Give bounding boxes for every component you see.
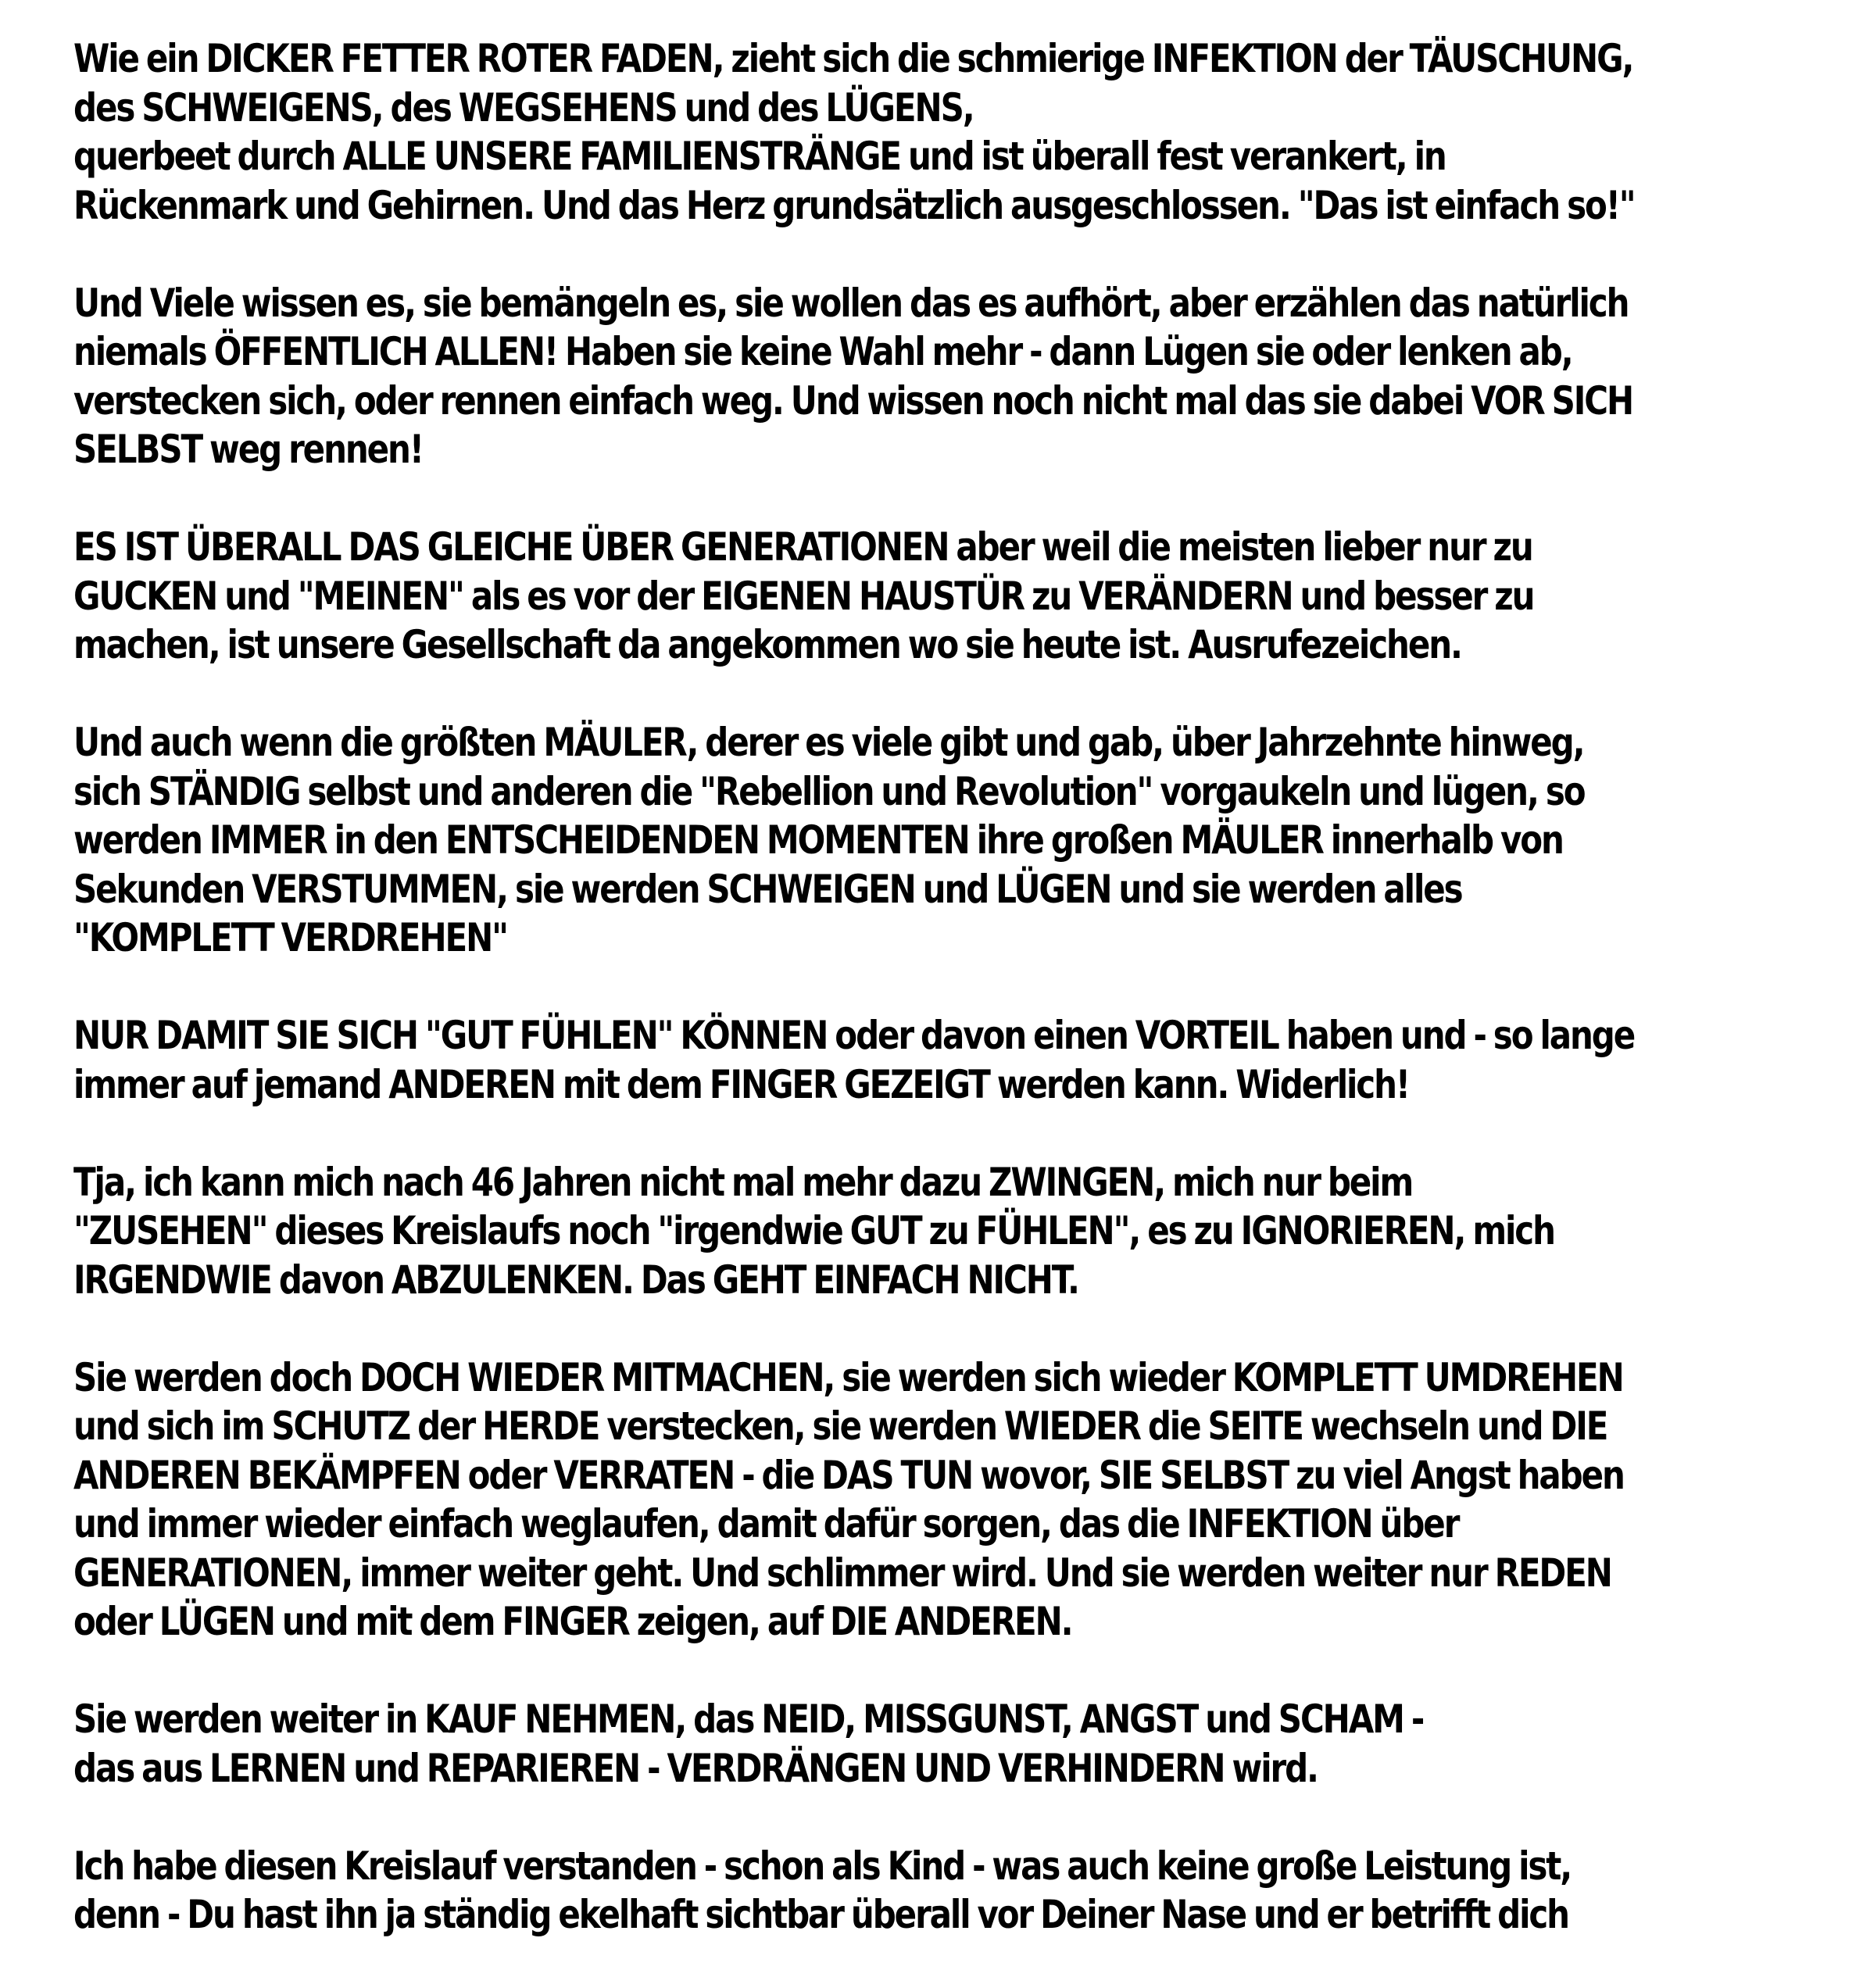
text-line: Sie werden weiter in KAUF NEHMEN, das NEID, MISSGUNST, ANGST und SCHAM - (73, 1697, 1424, 1742)
text-line: Sekunden VERSTUMMEN, sie werden SCHWEIGEN und LÜGEN und sie werden alles (73, 866, 1462, 912)
text-line: oder LÜGEN und mit dem FINGER zeigen, auf DIE ANDEREN. (73, 1599, 1072, 1644)
paragraph-1 (73, 34, 1635, 230)
document-page (73, 34, 1635, 1988)
paragraph-7 (73, 1353, 1624, 1647)
text-line: verstecken sich, oder rennen einfach weg. Und wissen noch nicht mal das sie dabei VOR SICH (73, 377, 1633, 424)
text-line: IRGENDWIE davon ABZULENKEN. Das GEHT EINFACH NICHT. (73, 1257, 1078, 1303)
text-line: denn - Du hast ihn ja ständig ekelhaft sichtbar überall vor Deiner Nase und er betrifft dich (73, 1892, 1568, 1937)
paragraph-8 (73, 1695, 1577, 1793)
text-line: GUCKEN und "MEINEN" als es vor der EIGENEN HAUSTÜR zu VERÄNDERN und besser zu (73, 573, 1534, 619)
text-line: Rückenmark und Gehirnen. Und das Herz grundsätzlich ausgeschlossen. "Das ist einfach so!" (73, 182, 1635, 228)
paragraph-9 (73, 1842, 1577, 1940)
text-line: machen, ist unsere Gesellschaft da angekommen wo sie heute ist. Ausrufezeichen. (73, 622, 1461, 667)
text-line: niemals ÖFFENTLICH ALLEN! Haben sie keine Wahl mehr - dann Lügen sie oder lenken ab, (73, 329, 1572, 374)
paragraph-2 (73, 279, 1633, 474)
text-line: "KOMPLETT VERDREHEN" (73, 915, 507, 960)
text-line: das aus LERNEN und REPARIEREN - VERDRÄNGEN UND VERHINDERN wird. (73, 1745, 1318, 1791)
paragraph-4 (73, 718, 1585, 963)
text-line: und immer wieder einfach weglaufen, damit dafür sorgen, das die INFEKTION über (73, 1501, 1459, 1546)
text-line: Sie werden doch DOCH WIEDER MITMACHEN, sie werden sich wieder KOMPLETT UMDREHEN (73, 1354, 1623, 1400)
text-line: Und Viele wissen es, sie bemängeln es, sie wollen das es aufhört, aber erzählen das natürlich (73, 280, 1629, 326)
paragraph-6 (73, 1158, 1577, 1305)
text-line: SELBST weg rennen! (73, 427, 423, 472)
text-line: sich STÄNDIG selbst und anderen die "Rebellion und Revolution" vorgaukeln und lügen, so (73, 768, 1585, 814)
text-line: und sich im SCHUTZ der HERDE verstecken, sie werden WIEDER die SEITE wechseln und DIE (73, 1403, 1607, 1449)
text-line: NUR DAMIT SIE SICH "GUT FÜHLEN" KÖNNEN oder davon einen VORTEIL haben und - so lange (73, 1013, 1635, 1058)
text-line: ES IST ÜBERALL DAS GLEICHE ÜBER GENERATIONEN aber weil die meisten lieber nur zu (73, 524, 1532, 570)
text-line: Tja, ich kann mich nach 46 Jahren nicht mal mehr dazu ZWINGEN, mich nur beim (73, 1159, 1413, 1205)
text-line: "ZUSEHEN" dieses Kreislaufs noch "irgendwie GUT zu FÜHLEN", es zu IGNORIEREN, mich (73, 1208, 1554, 1253)
paragraph-3 (73, 523, 1577, 670)
text-line: Ich habe diesen Kreislauf verstanden - schon als Kind - was auch keine große Leistung ist, (73, 1843, 1572, 1889)
text-line: werden IMMER in den ENTSCHEIDENDEN MOMENTEN ihre großen MÄULER innerhalb von (73, 817, 1563, 863)
text-line: GENERATIONEN, immer weiter geht. Und schlimmer wird. Und sie werden weiter nur REDEN (73, 1550, 1611, 1596)
text-line: ANDEREN BEKÄMPFEN oder VERRATEN - die DAS TUN wovor, SIE SELBST zu viel Angst haben (73, 1452, 1624, 1498)
text-line: querbeet durch ALLE UNSERE FAMILIENSTRÄNGE und ist überall fest verankert, in (73, 134, 1446, 179)
text-line: Wie ein DICKER FETTER ROTER FADEN, zieht sich die schmierige INFEKTION der TÄUSCHUNG, (73, 36, 1633, 81)
text-line: des SCHWEIGENS, des WEGSEHENS und des LÜGENS, (73, 84, 974, 131)
paragraph-5 (73, 1011, 1635, 1109)
text-line: immer auf jemand ANDEREN mit dem FINGER GEZEIGT werden kann. Widerlich! (73, 1061, 1409, 1107)
text-line: Und auch wenn die größten MÄULER, derer es viele gibt und gab, über Jahrzehnte hinweg, (73, 720, 1584, 765)
